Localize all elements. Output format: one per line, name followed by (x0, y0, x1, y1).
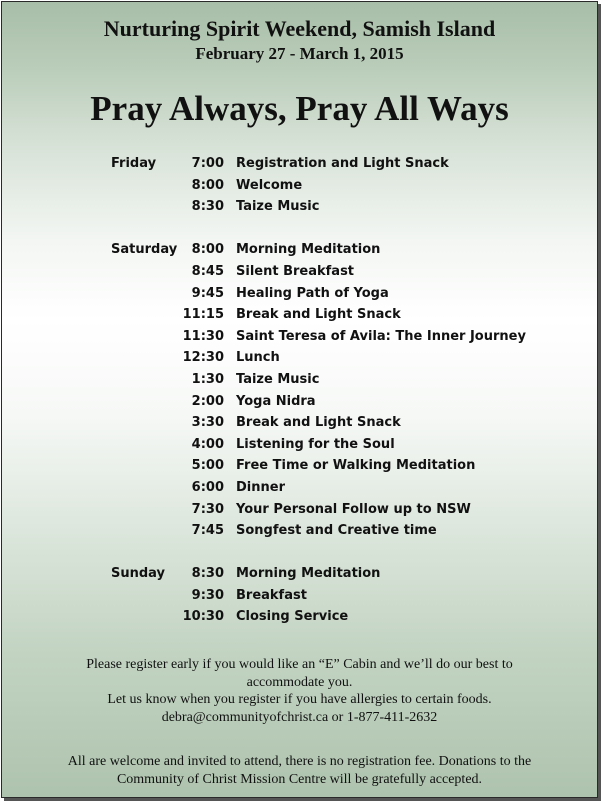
schedule-time: 8:30 (191, 566, 224, 582)
notes-line: accommodate you. (246, 674, 353, 690)
schedule-time: 3:30 (191, 415, 224, 431)
schedule-event: Free Time or Walking Meditation (236, 458, 476, 474)
schedule-spacer (2, 218, 597, 240)
schedule-time: 7:45 (191, 523, 224, 539)
schedule-event: Morning Meditation (236, 566, 381, 582)
schedule-time: 8:00 (191, 177, 224, 193)
schedule-time: 5:00 (191, 458, 224, 474)
schedule-row (2, 563, 597, 585)
schedule-row (2, 304, 597, 326)
schedule-time: 11:30 (182, 328, 224, 344)
schedule-row (2, 283, 597, 305)
schedule-day: Friday (111, 156, 157, 171)
contact-info: debra@communityofchrist.ca or 1-877-411-2632 (161, 709, 438, 725)
schedule-time: 10:30 (182, 609, 224, 625)
schedule-time: 12:30 (182, 350, 224, 366)
flyer (1, 1, 598, 798)
schedule-row (2, 369, 597, 391)
schedule-time: 6:00 (191, 479, 224, 495)
schedule-row (2, 499, 597, 521)
schedule-event: Registration and Light Snack (236, 156, 449, 171)
schedule-row (2, 175, 597, 197)
schedule-time: 8:00 (191, 242, 224, 258)
registration-notes (22, 656, 577, 726)
schedule-row (2, 455, 597, 477)
schedule-time: 4:00 (191, 436, 224, 452)
headline: Pray Always, Pray All Ways (90, 89, 509, 128)
schedule-event: Yoga Nidra (236, 393, 316, 409)
schedule-time: 8:45 (191, 263, 224, 279)
schedule-row (2, 606, 597, 628)
schedule-time: 1:30 (191, 371, 224, 387)
schedule-row (2, 326, 597, 348)
schedule-event: Morning Meditation (236, 242, 381, 258)
schedule-event: Songfest and Creative time (236, 523, 437, 539)
schedule-row (2, 391, 597, 413)
schedule-event: Break and Light Snack (236, 415, 401, 431)
schedule-row (2, 434, 597, 456)
schedule-row (2, 477, 597, 499)
schedule-row (2, 261, 597, 283)
schedule-spacer (2, 542, 597, 564)
schedule-row (2, 153, 597, 175)
schedule-event: Saint Teresa of Avila: The Inner Journey (236, 328, 526, 344)
schedule-event: Closing Service (236, 609, 349, 625)
schedule-event: Dinner (236, 479, 285, 495)
schedule-day: Sunday (111, 566, 166, 582)
schedule-time: 8:30 (191, 199, 224, 215)
schedule-event: Listening for the Soul (236, 436, 395, 452)
schedule-event: Break and Light Snack (236, 307, 401, 323)
schedule-time: 9:30 (191, 587, 224, 603)
schedule-row (2, 196, 597, 218)
schedule-event: Welcome (236, 177, 303, 193)
schedule-row (2, 520, 597, 542)
footer-line: Community of Christ Mission Centre will be gratefully accepted. (116, 771, 483, 787)
schedule (2, 153, 597, 628)
schedule-event: Taize Music (236, 371, 320, 387)
schedule-time: 7:00 (191, 156, 224, 171)
schedule-time: 9:45 (191, 285, 224, 301)
schedule-event: Your Personal Follow up to NSW (236, 501, 471, 517)
schedule-event: Breakfast (236, 587, 307, 603)
schedule-time: 11:15 (182, 307, 224, 323)
schedule-event: Lunch (236, 350, 280, 366)
schedule-event: Healing Path of Yoga (236, 285, 389, 301)
schedule-event: Silent Breakfast (236, 263, 355, 279)
notes-line: Let us know when you register if you have allergies to certain foods. (107, 692, 492, 707)
schedule-row (2, 347, 597, 369)
schedule-row (2, 585, 597, 607)
event-title: Nurturing Spirit Weekend, Samish Island (103, 16, 496, 41)
notes-line: Please register early if you would like an “E” Cabin and we’ll do our best to (86, 657, 513, 672)
footer-notice (22, 753, 577, 788)
footer-line: All are welcome and invited to attend, there is no registration fee. Donations to the (67, 754, 532, 769)
schedule-time: 2:00 (191, 393, 224, 409)
schedule-time: 7:30 (191, 501, 224, 517)
event-dates: February 27 - March 1, 2015 (195, 44, 404, 63)
schedule-event: Taize Music (236, 199, 320, 215)
schedule-day: Saturday (111, 242, 178, 258)
schedule-row (2, 239, 597, 261)
schedule-row (2, 412, 597, 434)
